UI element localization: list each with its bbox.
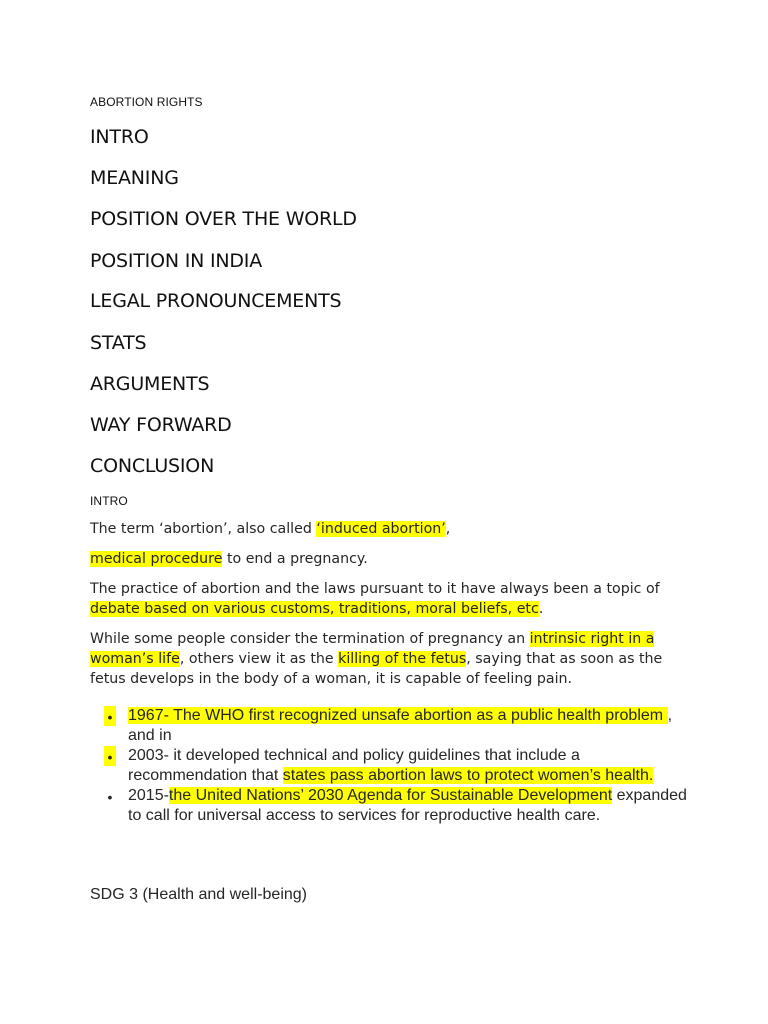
paragraph-term-comma: , [445,521,451,537]
list-item [90,746,690,786]
highlight-induced-abortion: ‘induced abortion’ [316,521,446,537]
outline-item-arguments: ARGUMENTS [90,373,210,395]
outline-item-intro: INTRO [90,126,149,148]
outline-item-way-forward: WAY FORWARD [90,414,232,436]
highlight-intrinsic-right: intrinsic right in a woman’s life [90,631,655,667]
paragraph-views-text-b: , others view it as the [179,651,339,667]
paragraph-practice [90,579,690,619]
list-item-text: 2003- it developed technical and policy guidelines that include a recommendation that [128,747,580,784]
bullet-dot-icon: • [104,706,116,726]
highlight-un-agenda: the United Nations’ 2030 Agenda for Sustainable Development [168,787,613,804]
paragraph-term [90,519,690,539]
bullet-dot-icon: • [107,789,113,805]
list-item-text: , and in [128,707,673,744]
outline-item-conclusion: CONCLUSION [90,455,215,477]
list-item-text-end: expanded to call for universal access to services for reproductive health care. [128,787,687,824]
paragraph-views-text-a: While some people consider the termination of pregnancy an [90,631,530,647]
paragraph-term-text: The term ‘abortion’, also called [90,521,317,537]
list-item [90,786,690,826]
outline-item-stats: STATS [90,332,147,354]
sdg-heading: SDG 3 (Health and well-being) [90,886,307,903]
highlight-debate: debate based on various customs, traditions, moral beliefs, etc [90,601,539,617]
highlight-abortion-laws: states pass abortion laws to protect women’s health. [282,767,654,784]
document-title: ABORTION RIGHTS [90,95,203,109]
highlight-medical-procedure: medical procedure [90,551,223,567]
paragraph-practice-text: The practice of abortion and the laws pursuant to it have always been a topic of [90,581,660,597]
outline-item-legal-pronouncements: LEGAL PRONOUNCEMENTS [90,290,342,312]
paragraph-procedure [90,549,690,569]
timeline-list [90,706,690,826]
paragraph-views-text-c: , saying that as soon as the fetus develops in the body of a woman, it is capable of feeling pain. [90,651,663,687]
intro-heading: INTRO [90,494,128,508]
bullet-dot-icon: • [104,746,116,766]
outline-item-position-india: POSITION IN INDIA [90,250,262,272]
list-item-text: 2015- [128,787,169,804]
outline-item-position-world: POSITION OVER THE WORLD [90,208,357,230]
list-item [90,706,690,746]
highlight-killing-fetus: killing of the fetus [338,651,467,667]
highlight-1967: 1967- The WHO first recognized unsafe abortion as a public health problem [128,707,668,724]
paragraph-views [90,629,690,689]
outline-item-meaning: MEANING [90,167,179,189]
paragraph-practice-end: . [538,601,544,617]
paragraph-procedure-text: to end a pregnancy. [222,551,368,567]
